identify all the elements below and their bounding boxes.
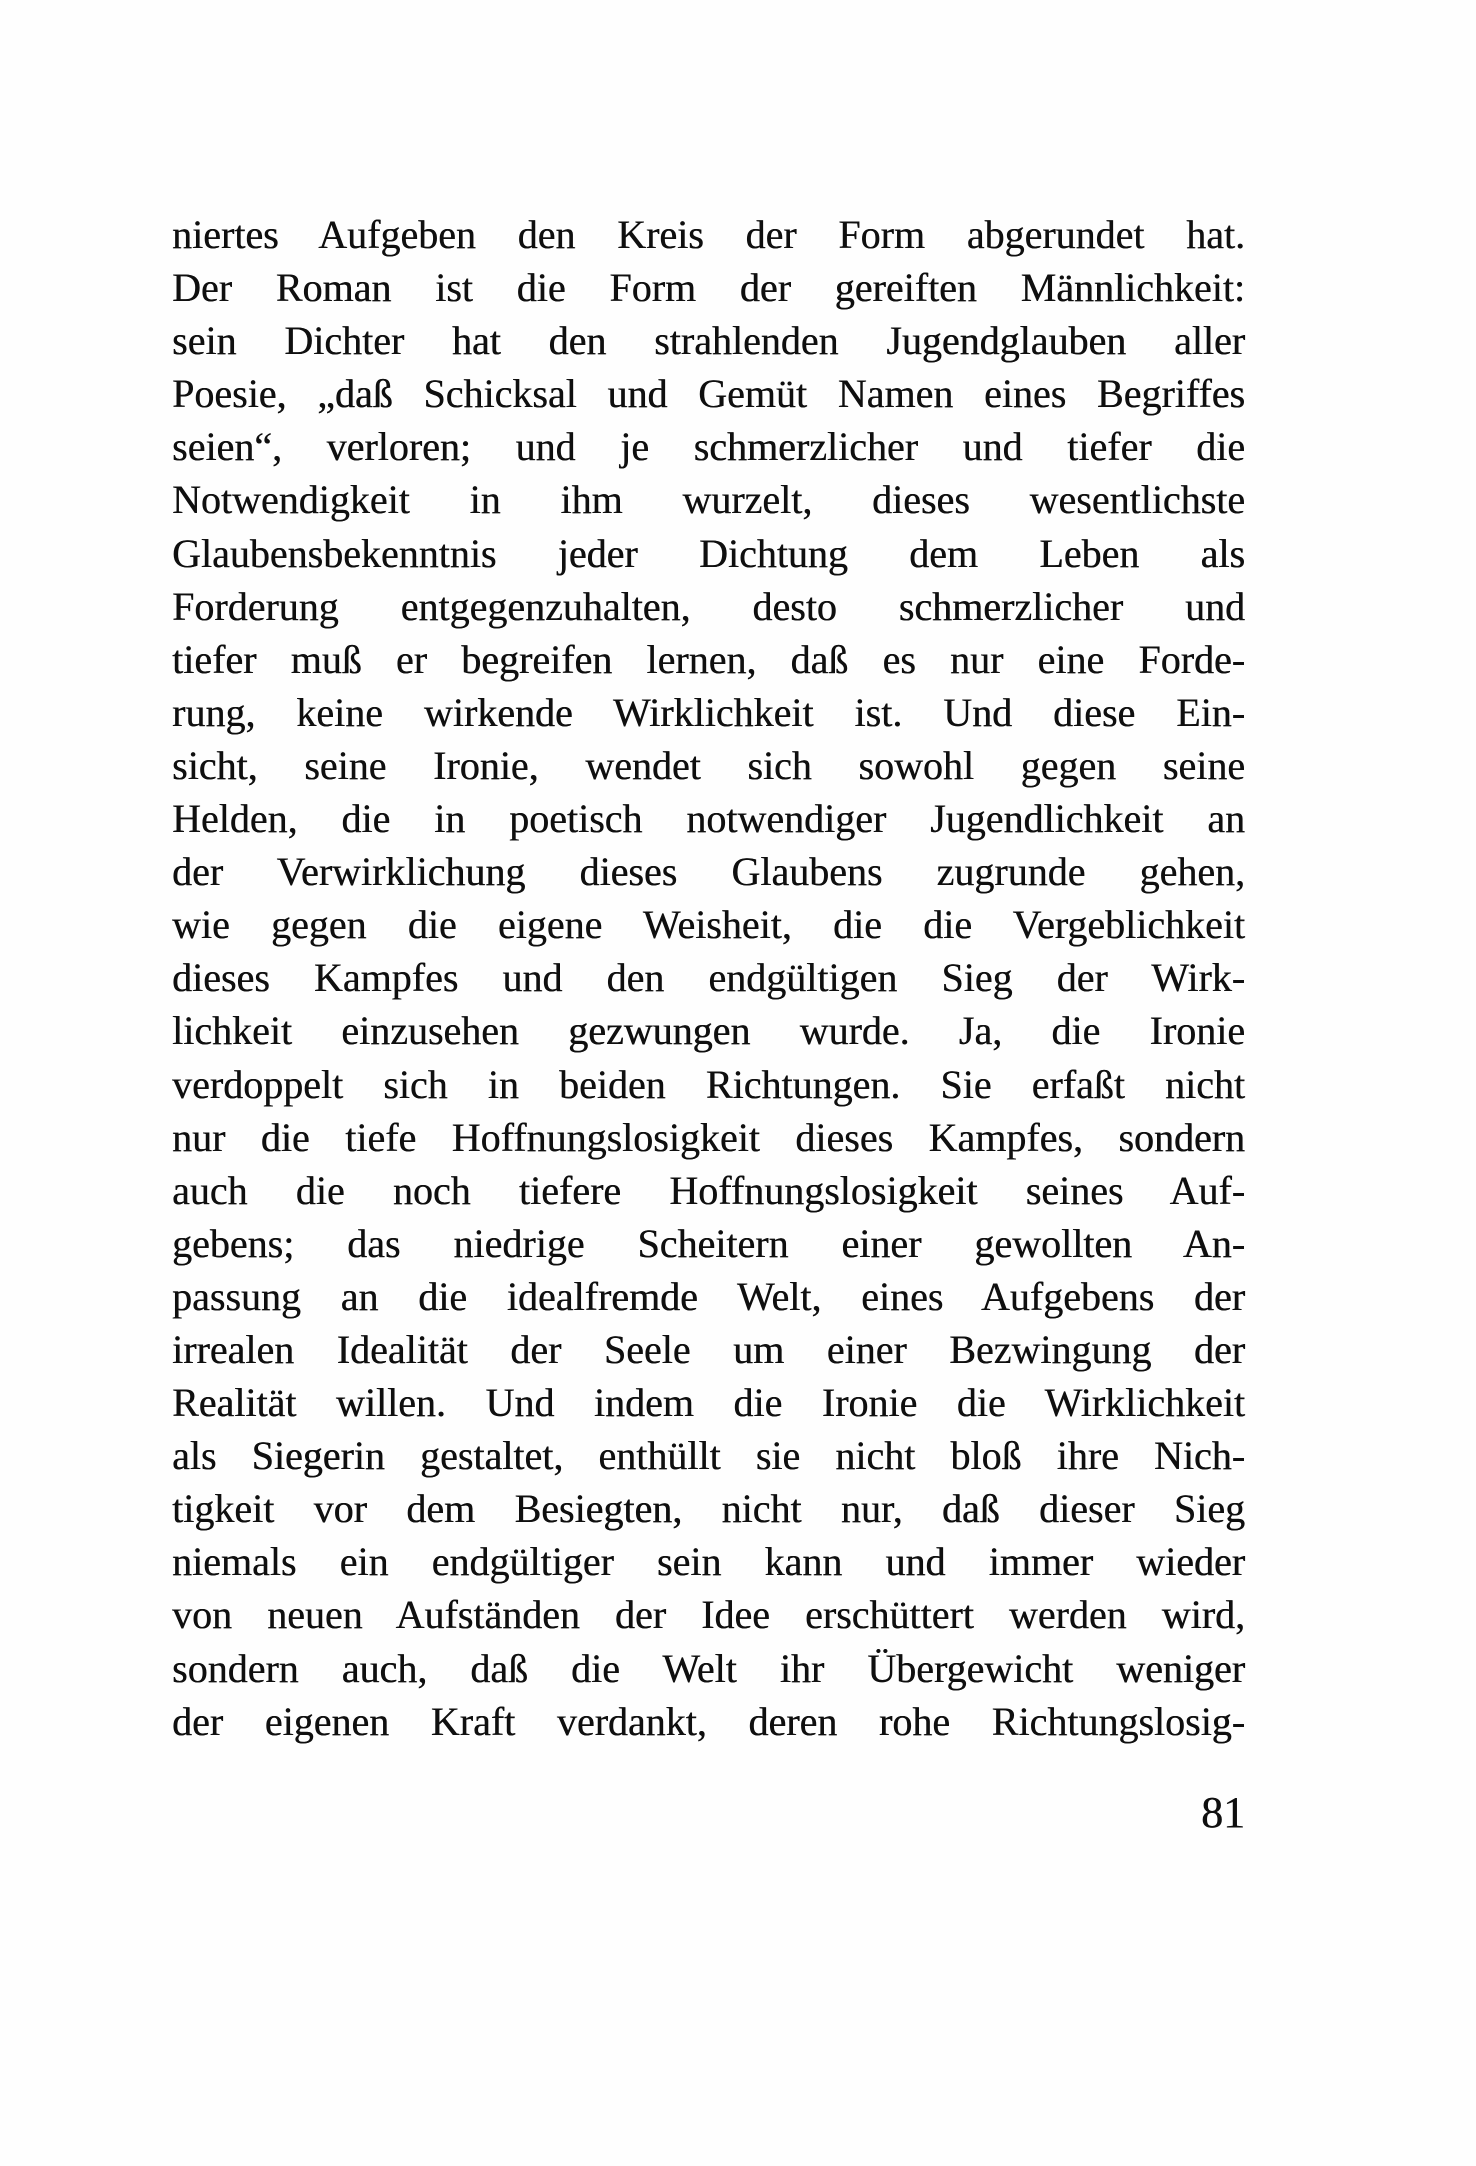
text-line: auch die noch tiefere Hoffnungslosigkeit seines Auf- (172, 1167, 1245, 1213)
text-line: sicht, seine Ironie, wendet sich sowohl gegen seine (172, 742, 1245, 788)
text-line: lichkeit einzusehen gezwungen wurde. Ja, die Ironie (172, 1008, 1245, 1054)
text-line: von neuen Aufständen der Idee erschüttert werden wird, (172, 1592, 1245, 1638)
text-line: nur die tiefe Hoffnungslosigkeit dieses Kampfes, sondern (172, 1114, 1245, 1160)
text-line: Realität willen. Und indem die Ironie die Wirklichkeit (172, 1380, 1245, 1426)
text-line: Poesie, „daß Schicksal und Gemüt Namen eines Begriffes (172, 371, 1245, 417)
text-line: rung, keine wirkende Wirklichkeit ist. Und diese Ein- (172, 689, 1245, 735)
text-line: der Verwirklichung dieses Glaubens zugrunde gehen, (172, 849, 1245, 895)
text-line: verdoppelt sich in beiden Richtungen. Sie erfaßt nicht (172, 1061, 1245, 1107)
text-line: sein Dichter hat den strahlenden Jugendglauben aller (172, 318, 1245, 364)
text-line: dieses Kampfes und den endgültigen Sieg der Wirk- (172, 955, 1245, 1001)
text-line: sondern auch, daß die Welt ihr Übergewicht weniger (172, 1645, 1245, 1691)
text-line: wie gegen die eigene Weisheit, die die Vergeblichkeit (172, 902, 1245, 948)
text-line: Forderung entgegenzuhalten, desto schmerzlicher und (172, 583, 1245, 629)
text-line: irrealen Idealität der Seele um einer Bezwingung der (172, 1326, 1245, 1372)
text-line: tigkeit vor dem Besiegten, nicht nur, daß dieser Sieg (172, 1486, 1245, 1532)
text-line: Notwendigkeit in ihm wurzelt, dieses wesentlichste (172, 477, 1245, 523)
text-line: Helden, die in poetisch notwendiger Jugendlichkeit an (172, 796, 1245, 842)
text-line: niemals ein endgültiger sein kann und immer wieder (172, 1539, 1245, 1585)
text-line: niertes Aufgeben den Kreis der Form abgerundet hat. (172, 212, 1245, 257)
text-line: Der Roman ist die Form der gereiften Männlichkeit: (172, 265, 1245, 311)
text-line: als Siegerin gestaltet, enthüllt sie nicht bloß ihre Nich- (172, 1433, 1245, 1479)
text-line: der eigenen Kraft verdankt, deren rohe Richtungslosig- (172, 1698, 1245, 1744)
text-line: passung an die idealfremde Welt, eines Aufgebens der (172, 1273, 1245, 1319)
text-line: Glaubensbekenntnis jeder Dichtung dem Leben als (172, 530, 1245, 576)
text-line: gebens; das niedrige Scheitern einer gewollten An- (172, 1220, 1245, 1266)
text-line: seien“, verloren; und je schmerzlicher und tiefer die (172, 424, 1245, 470)
text-line: tiefer muß er begreifen lernen, daß es nur eine Forde- (172, 636, 1245, 682)
body-text-block (172, 208, 1245, 1748)
page-number: 81 (1201, 1788, 1245, 1837)
